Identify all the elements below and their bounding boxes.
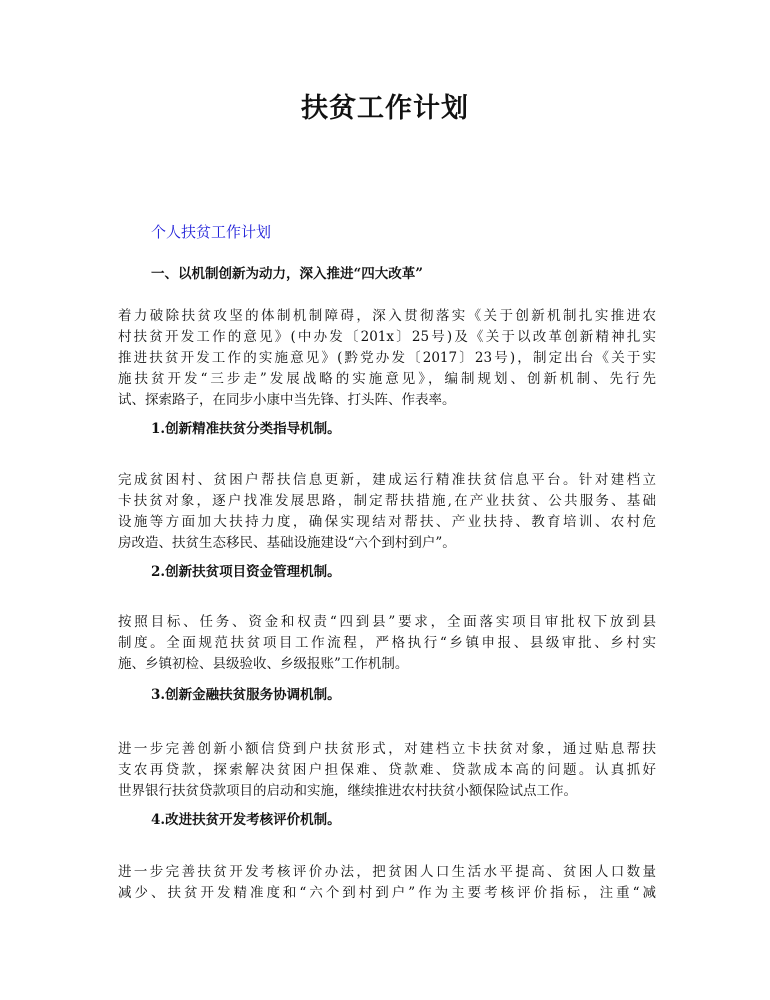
paragraph-line: 推进扶贫开发工作的实施意见》(黔党办发〔2017〕23号)，制定出台《关于实	[118, 350, 656, 366]
paragraph-line: 制度。全面规范扶贫项目工作流程，严格执行“乡镇申报、县级审批、乡村实	[118, 635, 656, 651]
item-heading: 1.创新精准扶贫分类指导机制。	[151, 421, 341, 437]
paragraph-line: 着力破除扶贫攻坚的体制机制障碍，深入贯彻落实《关于创新机制扎实推进农	[118, 308, 656, 324]
item-heading: 3.创新金融扶贫服务协调机制。	[151, 687, 341, 703]
paragraph-line: 支农再贷款，探索解决贫困户担保难、贷款难、贷款成本高的问题。认真抓好	[118, 762, 656, 778]
item-paragraph	[118, 612, 656, 675]
document-subtitle: 个人扶贫工作计划	[151, 223, 272, 241]
paragraph-line: 完成贫困村、贫困户帮扶信息更新，建成运行精准扶贫信息平台。针对建档立	[118, 472, 656, 488]
item-heading: 4.改进扶贫开发考核评价机制。	[151, 812, 341, 828]
item-paragraph	[118, 862, 656, 904]
paragraph-line: 按照目标、任务、资金和权责“四到县”要求，全面落实项目审批权下放到县	[118, 614, 656, 630]
item-paragraph	[118, 739, 656, 802]
paragraph-line: 设施等方面加大扶持力度，确保实现结对帮扶、产业扶持、教育培训、农村危	[118, 514, 656, 530]
item-heading: 2.创新扶贫项目资金管理机制。	[151, 564, 341, 580]
item-paragraph	[118, 470, 656, 554]
paragraph-line: 施扶贫开发“三步走”发展战略的实施意见》，编制规划、创新机制、先行先	[118, 371, 656, 387]
paragraph-line: 进一步完善扶贫开发考核评价办法，把贫困人口生活水平提高、贫困人口数量	[118, 864, 656, 880]
paragraph-line: 减少、扶贫开发精准度和“六个到村到户”作为主要考核评价指标，注重“减	[118, 885, 656, 901]
paragraph-line: 房改造、扶贫生态移民、基础设施建设“六个到村到户”。	[118, 535, 456, 551]
document-title: 扶贫工作计划	[301, 93, 469, 124]
paragraph-line: 村扶贫开发工作的意见》(中办发〔201x〕25号)及《关于以改革创新精神扎实	[118, 329, 656, 345]
paragraph-line: 卡扶贫对象，逐户找准发展思路，制定帮扶措施,在产业扶贫、公共服务、基础	[118, 493, 656, 509]
paragraph-line: 试、探索路子，在同步小康中当先锋、打头阵、作表率。	[118, 392, 456, 408]
paragraph-line: 施、乡镇初检、县级验收、乡级报账”工作机制。	[118, 656, 409, 672]
section-heading: 一、以机制创新为动力，深入推进“四大改革”	[151, 266, 424, 282]
paragraph-line: 进一步完善创新小额信贷到户扶贫形式，对建档立卡扶贫对象，通过贴息帮扶	[118, 741, 656, 757]
paragraph-line: 世界银行扶贫贷款项目的启动和实施，继续推进农村扶贫小额保险试点工作。	[118, 783, 577, 799]
intro-paragraph	[118, 306, 656, 411]
